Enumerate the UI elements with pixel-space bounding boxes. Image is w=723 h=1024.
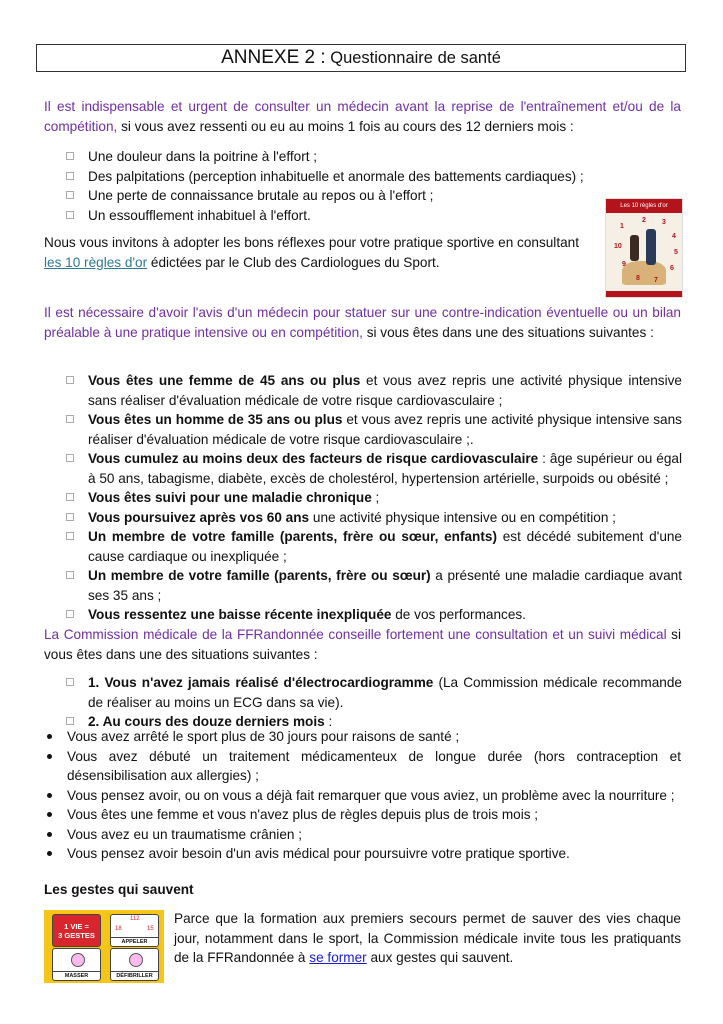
section2-intro	[44, 303, 681, 342]
gestes-paragraph: Parce que la formation aux premiers secours permet de sauver des vies chaque jour, notamment dans le sport, la Commission médicale invite tous les pratiquants de la FFRandonnée à se former aux gestes qui sauvent.	[174, 911, 681, 965]
cardiac-massage-icon: MASSER	[52, 948, 101, 981]
checkbox-icon[interactable]	[66, 532, 74, 540]
list-item: Un membre de votre famille (parents, frère ou sœur) a présenté une maladie cardiaque avant ses 35 ans ;	[66, 566, 682, 605]
section3-intro	[44, 625, 681, 664]
checkbox-icon[interactable]	[66, 454, 74, 462]
list-item: Une douleur dans la poitrine à l'effort ;	[66, 147, 682, 167]
checkbox-icon[interactable]	[66, 191, 74, 199]
checkbox-icon[interactable]	[66, 610, 74, 618]
regles-dor-poster-image: Les 10 règles d'or 1 2 3 4 5 6 7 8 9 10	[605, 198, 683, 298]
list-item: Vous poursuivez après vos 60 ans une activité physique intensive ou en compétition ;	[66, 508, 682, 528]
list-item: Vous êtes une femme de 45 ans ou plus et vous avez repris une activité physique intensive sans réaliser d'évaluation médicale de votre risque cardiovasculaire ;	[66, 371, 682, 410]
list-item: Vous pensez avoir, ou on vous a déjà fait remarquer que vous aviez, un problème avec la nourriture ;	[44, 786, 681, 806]
runner-icon	[630, 235, 639, 261]
section2-intro-rest: si vous êtes dans une des situations suivantes :	[362, 324, 654, 340]
page-title	[36, 44, 686, 72]
gestes-heading: Les gestes qui sauvent	[44, 882, 194, 897]
se-former-link[interactable]: se former	[309, 950, 367, 965]
list-item: Des palpitations (perception inhabituelle et anormale des battements cardiaques) ;	[66, 167, 682, 187]
section3-bullet-list	[44, 727, 681, 864]
section1-invite: Nous vous invitons à adopter les bons réflexes pour votre pratique sportive en consultant les 10 règles d'or édictées par le Club des Cardiologues du Sport.	[44, 235, 579, 270]
list-item: Un essoufflement inhabituel à l'effort.	[66, 206, 682, 226]
bullet-icon	[47, 793, 52, 798]
checkbox-icon[interactable]	[66, 493, 74, 501]
section3-intro-emphasis: La Commission médicale de la FFRandonnée conseille fortement une consultation et un suivi médical	[44, 627, 667, 642]
bullet-icon	[47, 812, 52, 817]
list-item: Vous cumulez au moins deux des facteurs de risque cardiovasculaire : âge supérieur ou égal à 50 ans, tabagisme, diabète, excès de cholestérol, hypertension artérielle, surpoids ou obésité ;	[66, 449, 682, 488]
checkbox-icon[interactable]	[66, 513, 74, 521]
list-item: Vous avez eu un traumatisme crânien ;	[44, 825, 681, 845]
bullet-icon	[47, 832, 52, 837]
gestes-qui-sauvent-badge-image	[44, 910, 164, 983]
list-item: Une perte de connaissance brutale au repos ou à l'effort ;	[66, 186, 682, 206]
regles-dor-link[interactable]: les 10 règles d'or	[44, 254, 148, 270]
bullet-icon	[47, 851, 52, 856]
poster-title: Les 10 règles d'or	[606, 199, 682, 213]
poster-footer	[606, 291, 682, 297]
checkbox-icon[interactable]	[66, 172, 74, 180]
checkbox-icon[interactable]	[66, 571, 74, 579]
list-item: 2. Au cours des douze derniers mois :	[66, 712, 682, 732]
checkbox-icon[interactable]	[66, 211, 74, 219]
section1-intro	[44, 97, 681, 136]
list-item: Vous ressentez une baisse récente inexpliquée de vos performances.	[66, 605, 682, 625]
section1-intro-rest: si vous avez ressenti ou eu au moins 1 fois au cours des 12 derniers mois :	[117, 118, 574, 134]
defibrillator-icon: DÉFIBRILLER	[110, 948, 159, 981]
section1-symptom-list	[66, 147, 682, 225]
list-item: Vous êtes une femme et vous n'avez plus de règles depuis plus de trois mois ;	[44, 805, 681, 825]
checkbox-icon[interactable]	[66, 152, 74, 160]
list-item: Vous avez débuté un traitement médicamenteux de longue durée (hors contraception et désensibilisation aux allergies) ;	[44, 747, 681, 786]
list-item: Vous êtes un homme de 35 ans ou plus et vous avez repris une activité physique intensive sans réaliser d'évaluation médicale de votre risque cardiovasculaire ;.	[66, 410, 682, 449]
one-life-three-gestures-heart-icon: 1 VIE = 3 GESTES	[52, 914, 101, 947]
section3-checklist	[66, 673, 682, 732]
section2-risk-list	[66, 371, 682, 625]
poster-sand-decoration	[622, 261, 666, 285]
list-item: Vous êtes suivi pour une maladie chronique ;	[66, 488, 682, 508]
checkbox-icon[interactable]	[66, 376, 74, 384]
title-annexe: ANNEXE 2 :	[221, 47, 326, 68]
runner-icon	[646, 229, 656, 265]
checkbox-icon[interactable]	[66, 415, 74, 423]
bullet-icon	[47, 754, 52, 759]
list-item: Un membre de votre famille (parents, frère ou sœur, enfants) est décédé subitement d'une cause cardiaque ou inexpliquée ;	[66, 527, 682, 566]
list-item: 1. Vous n'avez jamais réalisé d'électrocardiogramme (La Commission médicale recommande de réaliser au moins un ECG dans sa vie).	[66, 673, 682, 712]
section3-intro-rest: si vous êtes dans une des situations suivantes :	[44, 627, 681, 662]
section1-intro-emphasis: Il est indispensable et urgent de consulter un médecin avant la reprise de l'entraînement et/ou de la compétition,	[44, 99, 681, 134]
checkbox-icon[interactable]	[66, 717, 74, 725]
title-subtitle: Questionnaire de santé	[330, 49, 501, 67]
call-phone-icon: 112 18 15 APPELER	[110, 914, 159, 947]
section2-intro-emphasis: Il est nécessaire d'avoir l'avis d'un médecin pour statuer sur une contre-indication éventuelle ou un bilan préalable à une pratique intensive ou en compétition,	[44, 305, 681, 340]
list-item: Vous avez arrêté le sport plus de 30 jours pour raisons de santé ;	[44, 727, 681, 747]
list-item: Vous pensez avoir besoin d'un avis médical pour poursuivre votre pratique sportive.	[44, 844, 681, 864]
checkbox-icon[interactable]	[66, 678, 74, 686]
bullet-icon	[47, 734, 52, 739]
